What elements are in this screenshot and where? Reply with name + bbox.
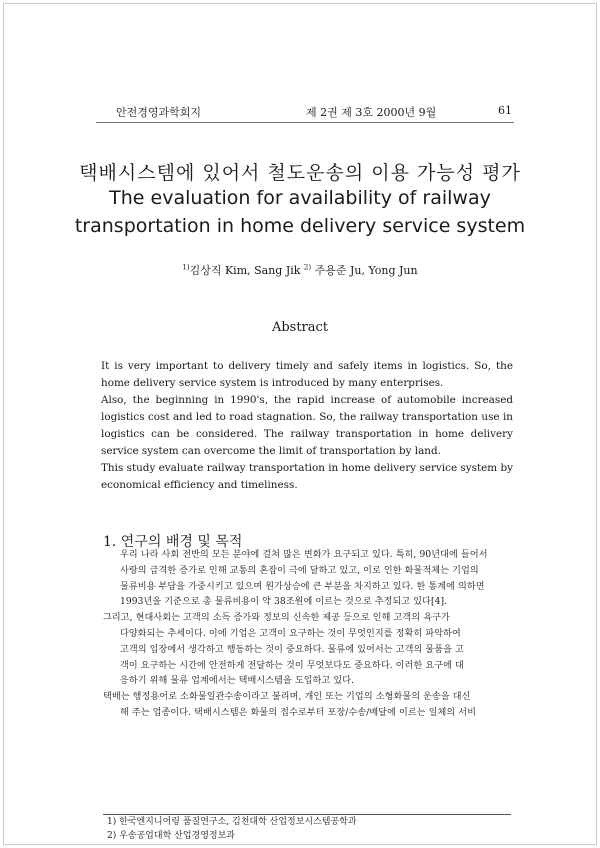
title-english-line: The evaluation for availability of railway [109, 187, 491, 209]
footnote: 2) 우송공업대학 산업경영정보과 [107, 831, 235, 841]
body-line: 객이 요구하는 시간에 안전하게 전달하는 것이 무엇보다도 중요하다. 이러한 요구에 대 [120, 660, 464, 671]
title-english-line: transportation in home delivery service system [74, 215, 526, 237]
abstract-heading: Abstract [271, 320, 329, 335]
body-line: 해 주는 업종이다. 택배시스템은 화물의 접수로부터 포장/수송/배달에 이르는 일체의 서비 [120, 707, 477, 718]
author-marker: 1) [182, 263, 190, 272]
body-line: 그리고, 현대사회는 고객의 소득 증가와 정보의 신속한 제공 등으로 인해 고객의 욕구가 [103, 613, 450, 624]
body-line: 사랑의 급격한 증가로 인해 교통의 혼잡이 극에 달하고 있고, 이로 인한 화물적체는 기업의 [120, 565, 479, 576]
body-line: 택배는 행정용어로 소화물일관수송이라고 불리며, 개인 또는 기업의 소형화물의 운송을 대신 [103, 692, 471, 703]
abstract-paragraph: Also, the beginning in 1990's, the rapid increase of automobile increased logistics cost and led to road stagnation. So, the railway transportation use in logistics can be considered. The railway transportation in home delivery service system can overcome the limit of transportation by land. [101, 394, 513, 457]
author-marker: 2) [303, 263, 312, 272]
author-name: 주용준 Ju, Yong Jun [314, 264, 418, 277]
author-line [0, 262, 600, 278]
abstract-body [101, 358, 513, 494]
footnotes [107, 815, 357, 843]
abstract-paragraph: It is very important to delivery timely and safely items in logistics. So, the home delivery service system is introduced by many enterprises. [101, 360, 513, 389]
header-rule [96, 122, 514, 123]
page-number: 61 [498, 104, 512, 117]
body-line: 응하기 위해 물류 업계에서는 택배시스템을 도입하고 있다. [120, 676, 355, 687]
body-line: 1993년을 기준으로 총 물류비용이 약 38조원에 이르는 것으로 추정되고 있다[4]. [120, 597, 448, 608]
author-name: 김상직 Kim, Sang Jik [189, 264, 301, 277]
section-body [103, 548, 518, 722]
section-heading: 1. 연구의 배경 및 목적 [103, 534, 243, 550]
footnote: 1) 한국엔지니어링 품질연구소, 김천대학 산업정보시스템공학과 [107, 817, 357, 827]
issue-info: 제 2권 제 3호 2000년 9월 [306, 106, 437, 119]
abstract-paragraph: This study evaluate railway transportation in home delivery service system by economical efficiency and timeliness. [101, 462, 513, 491]
title-english [0, 184, 600, 240]
journal-name: 안전경영과학회지 [116, 106, 202, 119]
title-korean: 택배시스템에 있어서 철도운송의 이용 가능성 평가 [79, 162, 521, 184]
body-line: 물류비용 부담을 가중시키고 있으며 원가상승에 큰 부분을 차지하고 있다. 한 통계에 의하면 [120, 581, 485, 592]
body-line: 다양화되는 추세이다. 이에 기업은 고객이 요구하는 것이 무엇인지를 정확히 파악하여 [120, 628, 461, 639]
body-line: 우리 나라 사회 전반의 모든 분야에 걸쳐 많은 변화가 요구되고 있다. 특히, 90년대에 들어서 [120, 550, 488, 560]
body-line: 고객의 입장에서 생각하고 행동하는 것이 중요하다. 물류에 있어서는 고객의 물품을 고 [120, 644, 464, 655]
